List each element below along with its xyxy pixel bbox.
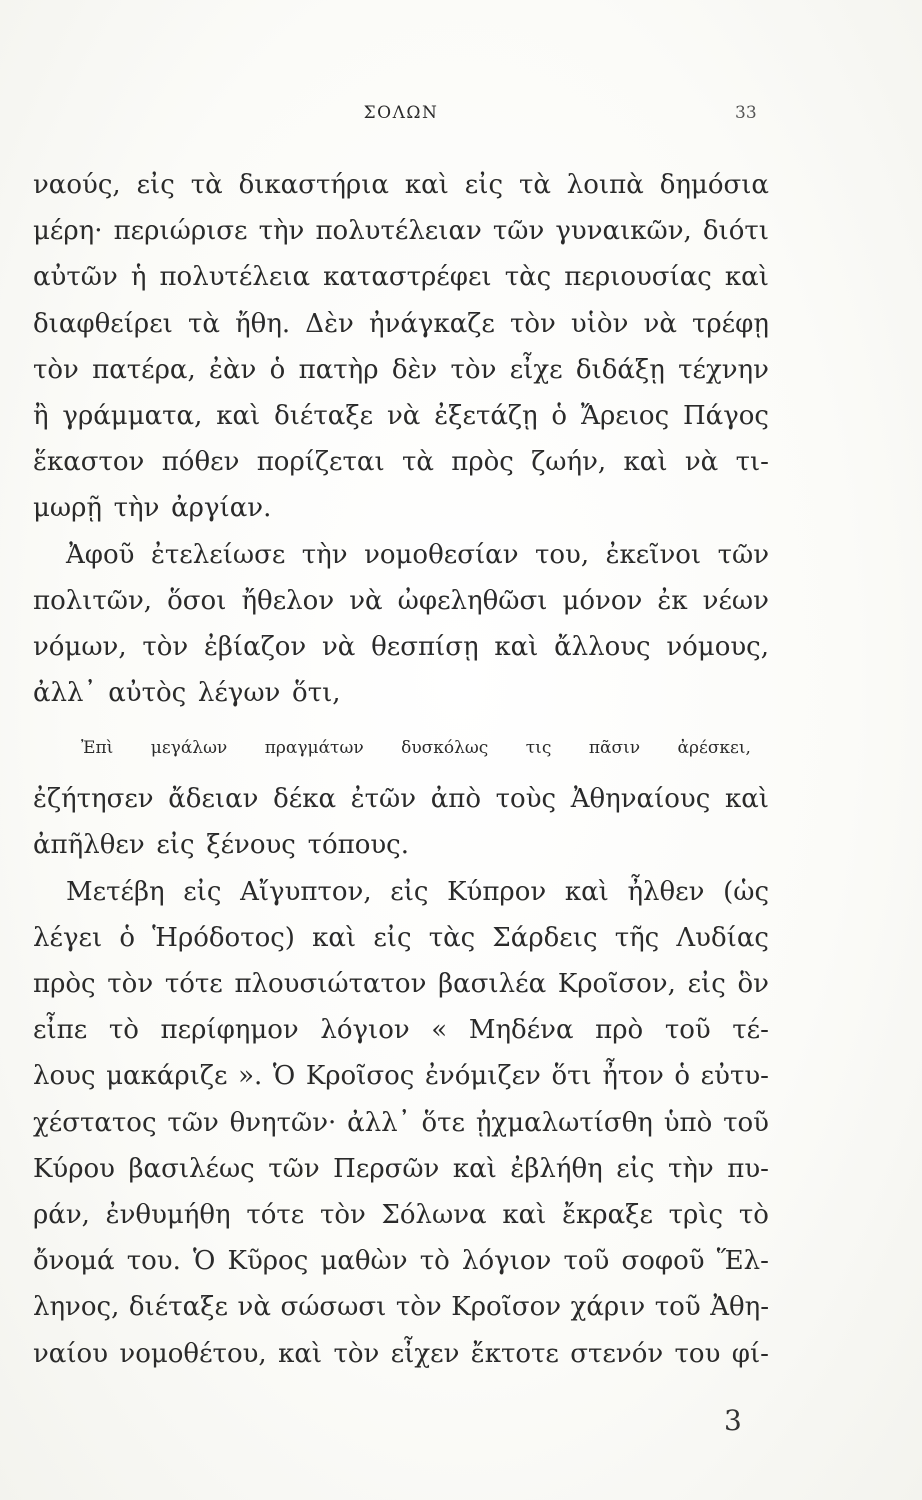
text-line: μέρη· περιώρισε τὴν πολυτέλειαν τῶν γυναικῶν, διότι — [33, 216, 769, 247]
body-text — [33, 162, 769, 1377]
verse-quote: Ἐπὶ μεγάλων πραγμάτων δυσκόλως τις πᾶσιν ἀρέσκει, — [81, 738, 751, 759]
text-line: λέγει ὁ Ἡρόδοτος) καὶ εἰς τὰς Σάρδεις τῆς Λυδίας — [33, 922, 769, 953]
text-line: ράν, ἐνθυμήθη τότε τὸν Σόλωνα καὶ ἔκραξε τρὶς τὸ — [33, 1199, 769, 1230]
running-head — [0, 103, 922, 133]
running-title: ΣΟΛΩΝ — [363, 103, 439, 123]
signature-mark: 3 — [724, 1404, 742, 1437]
text-line: ναούς, εἰς τὰ δικαστήρια καὶ εἰς τὰ λοιπὰ δημόσια — [33, 170, 769, 200]
text-line: διαφθείρει τὰ ἤθη. Δὲν ἠνάγκαζε τὸν υἱὸν νὰ τρέφῃ — [33, 308, 769, 339]
text-line: ἕκαστον πόθεν πορίζεται τὰ πρὸς ζωήν, καὶ νὰ τι- — [33, 447, 769, 478]
text-line: ναίου νομοθέτου, καὶ τὸν εἶχεν ἔκτοτε στενόν του φί- — [33, 1338, 769, 1369]
text-line: μωρῇ τὴν ἀργίαν. — [33, 493, 272, 524]
text-line: νόμων, τὸν ἐβίαζον νὰ θεσπίσῃ καὶ ἄλλους νόμους, — [33, 631, 769, 662]
text-line: ἀλλ᾽ αὐτὸς λέγων ὅτι, — [33, 678, 341, 709]
text-line: τὸν πατέρα, ἐὰν ὁ πατὴρ δὲν τὸν εἶχε διδάξῃ τέχνην — [33, 354, 769, 385]
text-line: πρὸς τὸν τότε πλουσιώτατον βασιλέα Κροῖσον, εἰς ὃν — [33, 969, 769, 999]
text-line: Κύρου βασιλέως τῶν Περσῶν καὶ ἐβλήθη εἰς τὴν πυ- — [33, 1153, 769, 1184]
text-line: ἐζήτησεν ἄδειαν δέκα ἐτῶν ἀπὸ τοὺς Ἀθηναίους καὶ — [33, 784, 769, 815]
text-line: πολιτῶν, ὅσοι ἤθελον νὰ ὠφεληθῶσι μόνον ἐκ νέων — [33, 585, 769, 616]
text-line: ὄνομά του. Ὁ Κῦρος μαθὼν τὸ λόγιον τοῦ σοφοῦ Ἕλ- — [33, 1246, 769, 1277]
page-number: 33 — [735, 103, 757, 123]
text-line: ληνος, διέταξε νὰ σώσωσι τὸν Κροῖσον χάριν τοῦ Ἀθη- — [33, 1292, 769, 1323]
text-line: Ἀφοῦ ἐτελείωσε τὴν νομοθεσίαν του, ἐκεῖνοι τῶν — [66, 539, 769, 570]
text-line: αὐτῶν ἡ πολυτέλεια καταστρέφει τὰς περιουσίας καὶ — [33, 262, 769, 293]
text-line: Μετέβη εἰς Αἴγυπτον, εἰς Κύπρον καὶ ἦλθεν (ὡς — [66, 876, 769, 907]
text-line: λους μακάριζε ». Ὁ Κροῖσος ἐνόμιζεν ὅτι ἦτον ὁ εὐτυ- — [33, 1061, 769, 1092]
text-line: ἢ γράμματα, καὶ διέταξε νὰ ἐξετάζῃ ὁ Ἄρειος Πάγος — [33, 400, 769, 431]
text-line: εἶπε τὸ περίφημον λόγιον « Μηδένα πρὸ τοῦ τέ- — [33, 1015, 769, 1046]
text-line: χέστατος τῶν θνητῶν· ἀλλ᾽ ὅτε ᾐχμαλωτίσθη ὑπὸ τοῦ — [33, 1107, 769, 1138]
text-line: ἀπῆλθεν εἰς ξένους τόπους. — [33, 830, 409, 861]
